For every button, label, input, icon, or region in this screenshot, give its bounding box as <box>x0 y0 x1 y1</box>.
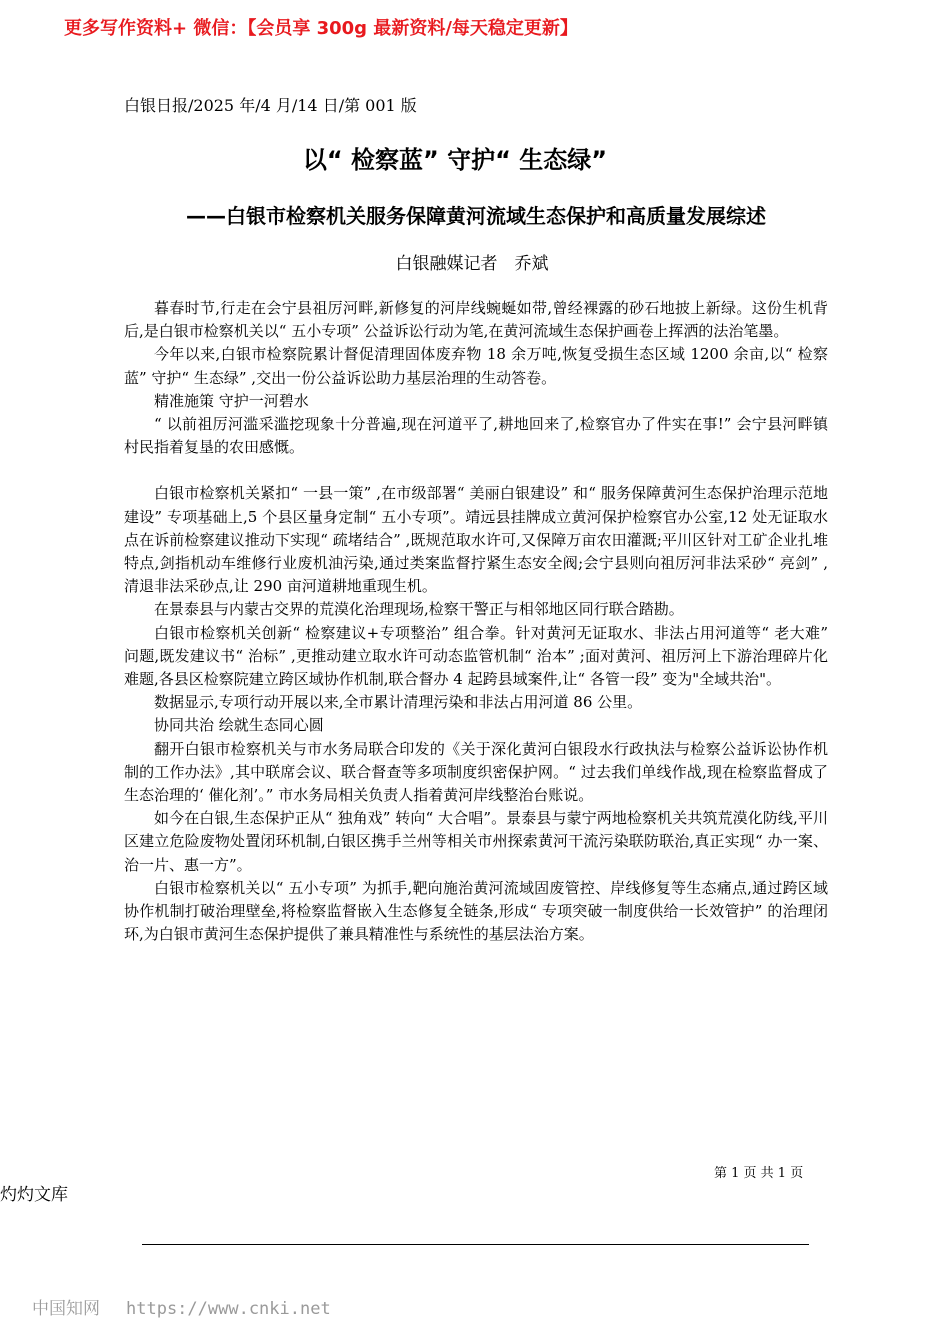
paragraph: 白银市检察机关创新“ 检察建议+专项整治” 组合拳。针对黄河无证取水、非法占用河道等“ 老大难” 问题,既发建议书“ 治标” ,更推动建立取水许可动态监管机制“ 治本” ;面对黄河、祖厉河上下游治理碎片化难题,各县区检察院建立跨区域协作机制,联合督办 4 起跨县域案件,让“ 各管一段” 变为"全域共治"。 <box>124 623 828 689</box>
section-heading: 协同共治 绘就生态同心圆 <box>154 716 324 735</box>
page-number: 第 1 页 共 1 页 <box>714 1166 804 1181</box>
paragraph: 今年以来,白银市检察院累计督促清理固体废弃物 18 余万吨,恢复受损生态区域 1200 余亩,以“ 检察蓝” 守护“ 生态绿” ,交出一份公益诉讼助力基层治理的生动答卷。 <box>124 345 828 387</box>
paragraph: “ 以前祖厉河滥采滥挖现象十分普遍,现在河道平了,耕地回来了,检察官办了件实在事!” 会宁县河畔镇村民指着复垦的农田感慨。 <box>124 415 828 457</box>
paragraph: 暮春时节,行走在会宁县祖厉河畔,新修复的河岸线蜿蜒如带,曾经裸露的砂石地披上新绿。这份生机背后,是白银市检察机关以“ 五小专项” 公益诉讼行动为笔,在黄河流域生态保护画卷上挥洒的法治笔墨。 <box>124 299 828 341</box>
article-subtitle: ——白银市检察机关服务保障黄河流域生态保护和高质量发展综述 <box>186 204 766 228</box>
article-byline: 白银融媒记者 乔斌 <box>395 254 549 274</box>
promo-banner: 更多写作资料+ 微信：【会员享 300g 最新资料/每天稳定更新】 <box>64 18 578 39</box>
footer-watermark <box>32 1294 331 1319</box>
article-body <box>124 297 828 946</box>
paragraph: 白银市检察机关以“ 五小专项” 为抓手,靶向施治黄河流域固废管控、岸线修复等生态痛点,通过跨区域协作机制打破治理壁垒,将检察监督嵌入生态修复全链条,形成“ 专项突破一制度供给一长效管护” 的治理闭环,为白银市黄河生态保护提供了兼具精准性与系统性的基层法治方案。 <box>124 878 828 944</box>
paragraph: 翻开白银市检察机关与市水务局联合印发的《关于深化黄河白银段水行政执法与检察公益诉讼协作机制的工作办法》,其中联席会议、联合督查等多项制度织密保护网。“ 过去我们单线作战,现在检察监督成了生态治理的‘ 催化剂’。” 市水务局相关负责人指着黄河岸线整治台账说。 <box>124 739 828 805</box>
footer-url[interactable]: https://www.cnki.net <box>126 1299 331 1319</box>
source-line: 白银日报/2025 年/4 月/14 日/第 001 版 <box>124 96 417 115</box>
paragraph: 白银市检察机关紧扣“ 一县一策” ,在市级部署“ 美丽白银建设” 和“ 服务保障黄河生态保护治理示范地建设” 专项基础上,5 个县区量身定制“ 五小专项”。靖远县挂牌成立黄河保护检察官办公室,12 处无证取水点在诉前检察建议推动下实现“ 疏堵结合” ,既规范取水许可,又保障万亩农田灌溉;平川区针对工矿企业扎堆特点,剑指机动车维修行业废机油污染,通过类案监督拧紧生态安全阀;会宁县则向祖厉河非法采砂“ 亮剑” ,清退非法采砂点,让 290 亩河道耕地重现生机。 <box>124 484 828 596</box>
library-name: 灼灼文库 <box>0 1185 68 1205</box>
paragraph: 在景泰县与内蒙古交界的荒漠化治理现场,检察干警正与相邻地区同行联合踏勘。 <box>154 600 684 619</box>
article-title: 以“ 检察蓝” 守护“ 生态绿” <box>302 146 608 174</box>
paragraph: 如今在白银,生态保护正从“ 独角戏” 转向“ 大合唱”。景泰县与蒙宁两地检察机关共筑荒漠化防线,平川区建立危险废物处置闭环机制,白银区携手兰州等相关市州探索黄河干流污染联防联治,真正实现“ 办一案、治一片、惠一方”。 <box>124 809 828 874</box>
footer-site-name: 中国知网 <box>32 1299 100 1319</box>
paragraph: 数据显示,专项行动开展以来,全市累计清理污染和非法占用河道 86 公里。 <box>154 693 643 712</box>
footer-divider <box>142 1244 809 1245</box>
section-heading: 精准施策 守护一河碧水 <box>154 391 309 410</box>
